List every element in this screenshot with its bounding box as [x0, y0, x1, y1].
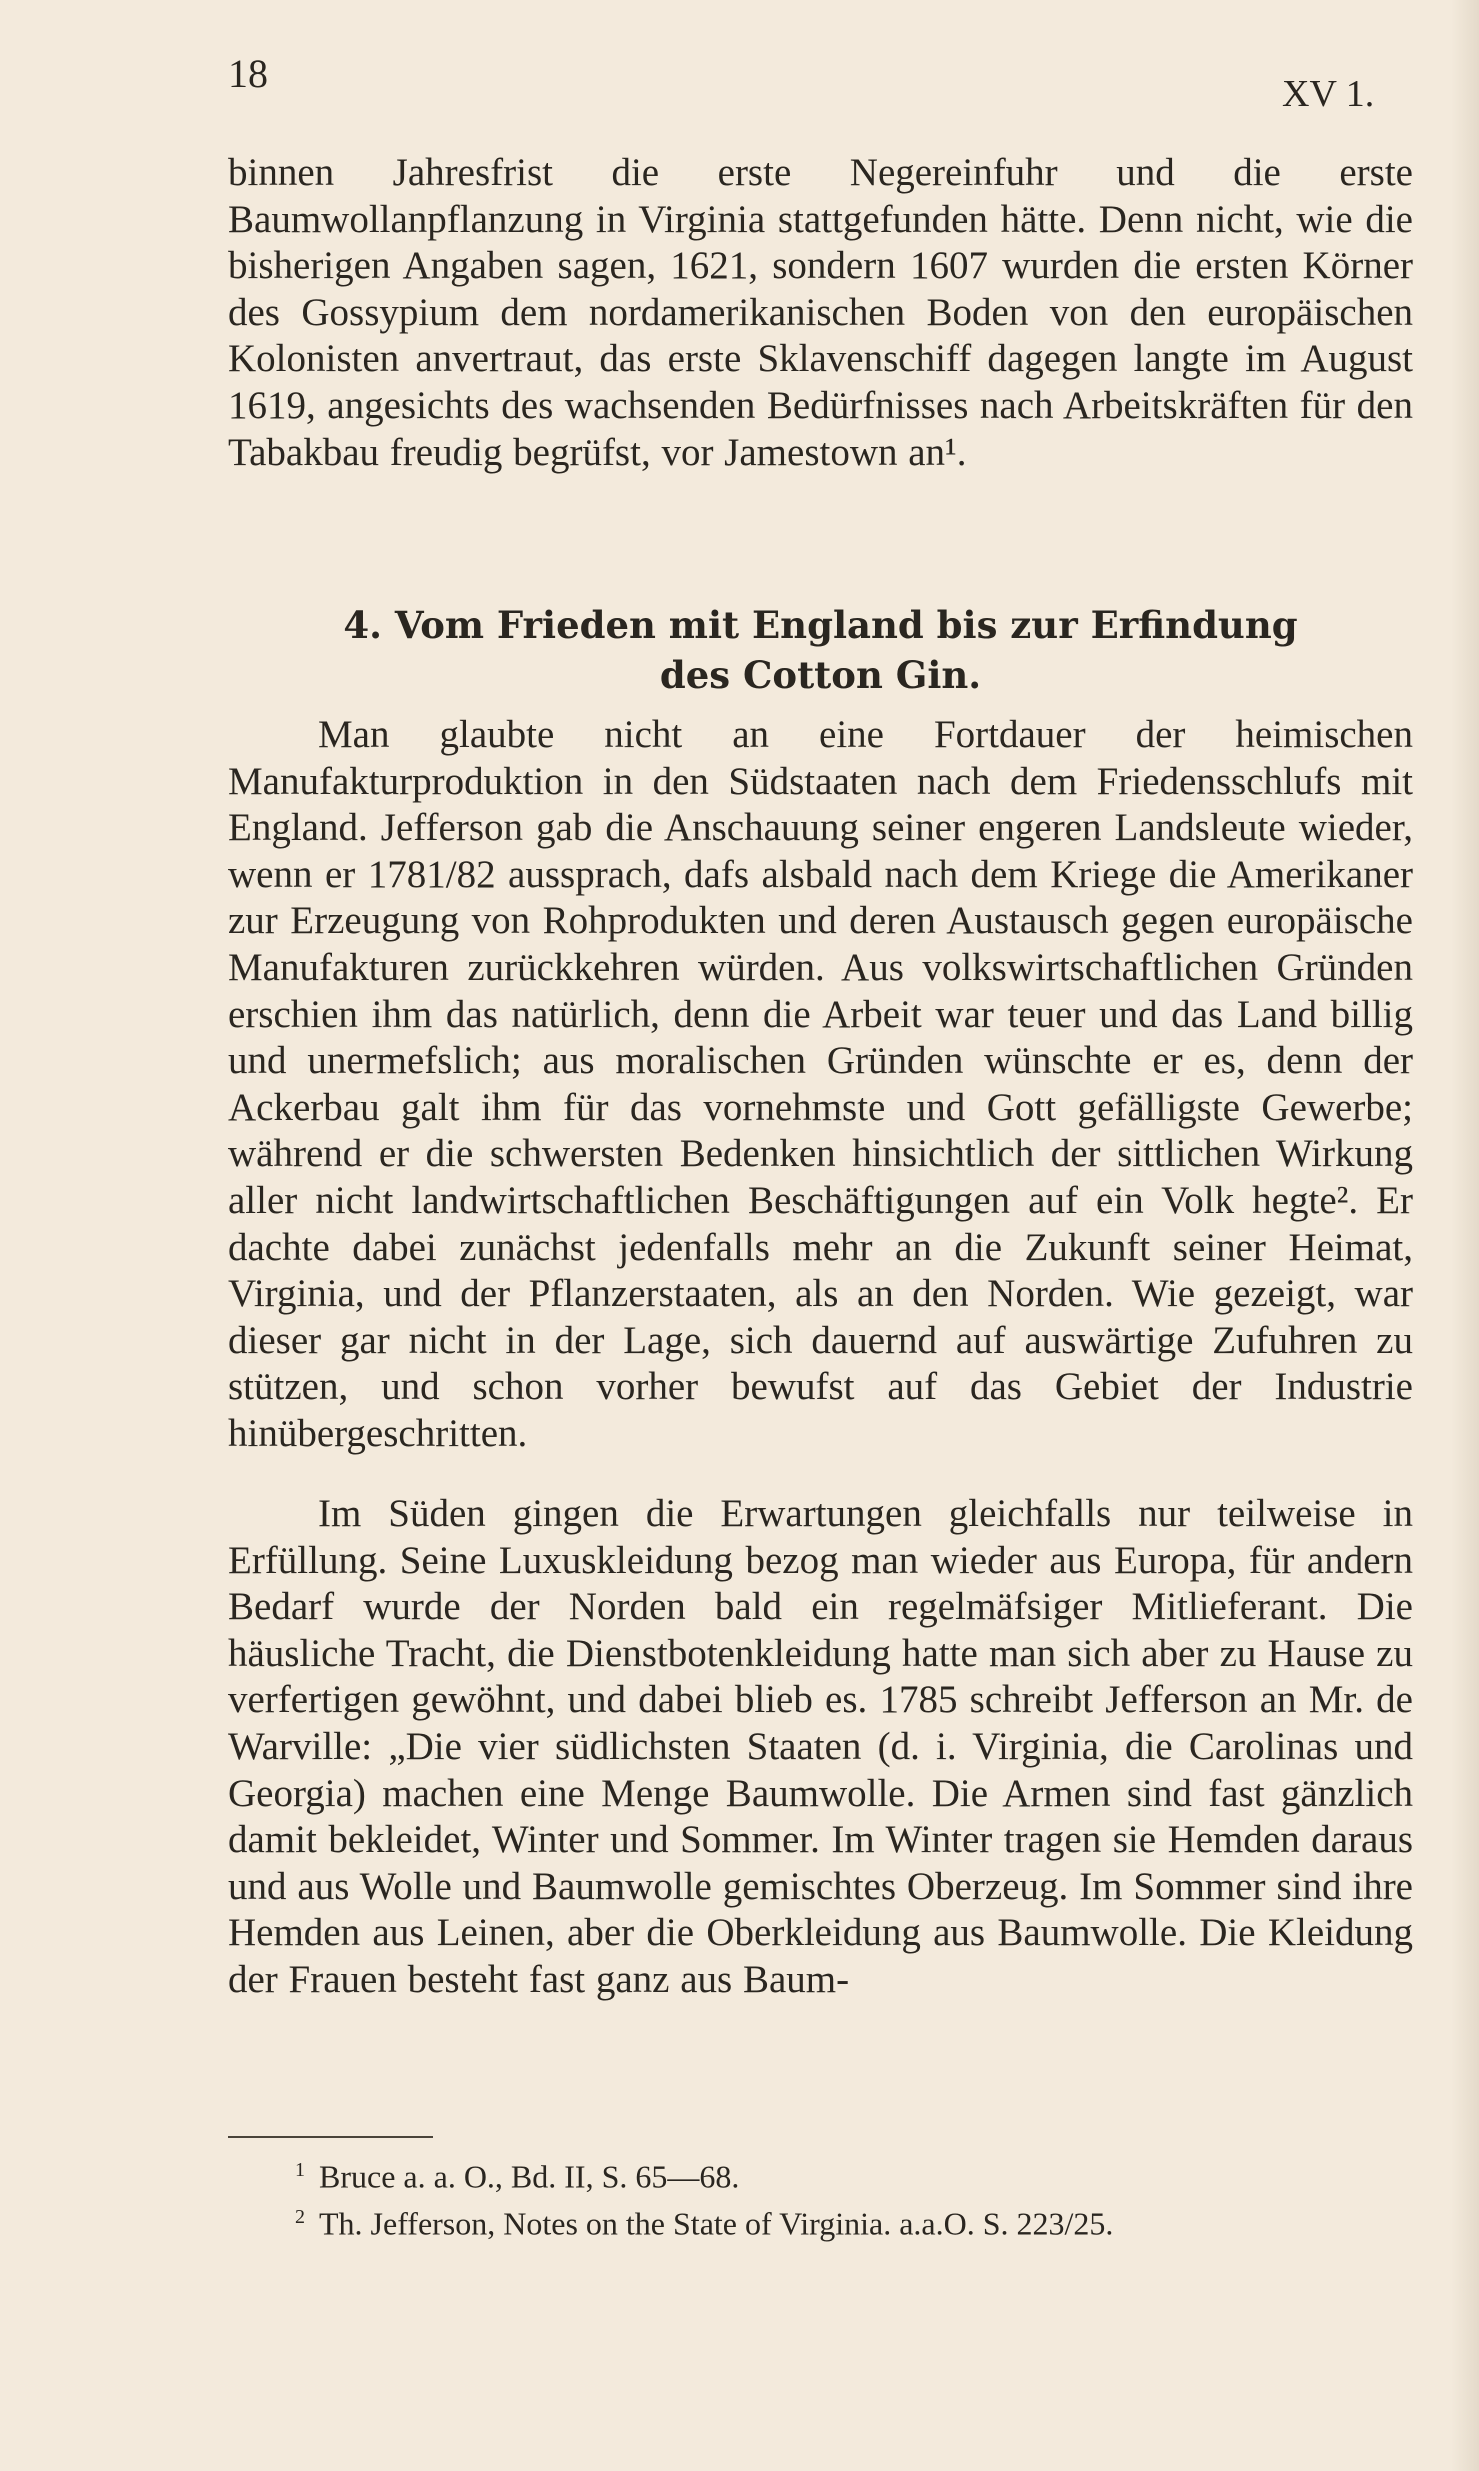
footnote-1-mark: 1	[295, 2159, 305, 2181]
page-number: 18	[228, 51, 268, 96]
paragraph-south-expectations: Im Süden gingen die Erwartungen gleichfalls nur teilweise in Erfüllung. Seine Luxuskleidung bezog man wieder aus Europa, für andern Bedarf wurde der Norden bald ein regelmäfsiger Mitlieferant. Die häusliche Tracht, die Dienstbotenkleidung hatte man sich aber zu Hause zu verfertigen gewöhnt, und dabei blieb es. 1785 schreibt Jefferson an Mr. de Warville: „Die vier südlichsten Staaten (d. i. Virginia, die Carolinas und Georgia) machen eine Menge Baumwolle. Die Armen sind fast gänzlich damit bekleidet, Winter und Sommer. Im Winter tragen sie Hemden daraus und aus Wolle und Baumwolle gemischtes Oberzeug. Im Sommer sind ihre Hemden aus Leinen, aber die Oberkleidung aus Baumwolle. Die Kleidung der Frauen besteht fast ganz aus Baum-	[228, 1492, 1413, 2001]
footnotes	[295, 2150, 1413, 2243]
footnote-2	[295, 2197, 1413, 2244]
signature-mark: XV 1.	[1282, 73, 1375, 115]
page-edge-shadow	[1451, 0, 1479, 2471]
footnote-2-mark: 2	[295, 2205, 305, 2228]
section-heading-line-2: des Cotton Gin.	[659, 653, 982, 697]
paragraph-continuation: binnen Jahresfrist die erste Negereinfuhr und die erste Baumwollanpflanzung in Virginia stattgefunden hätte. Denn nicht, wie die bisherigen Angaben sagen, 1621, sondern 1607 wurden die ersten Körner des Gossypium dem nordamerikanischen Boden von den europäischen Kolonisten anvertraut, das erste Sklavenschiff dagegen langte im August 1619, angesichts des wachsenden Bedürfnisses nach Arbeitskräften für den Tabakbau freudig begrüfst, vor Jamestown an¹.	[228, 151, 1413, 474]
footnote-divider	[228, 2136, 433, 2138]
footnote-2-text: Th. Jefferson, Notes on the State of Virginia. a.a.O. S. 223/25.	[319, 2205, 1114, 2242]
footnote-1	[295, 2150, 1413, 2197]
section-heading	[228, 600, 1413, 700]
footnote-1-text: Bruce a. a. O., Bd. II, S. 65—68.	[319, 2158, 740, 2195]
section-heading-line-1: 4. Vom Frieden mit England bis zur Erfindung	[343, 603, 1298, 647]
paragraph-jefferson-view: Man glaubte nicht an eine Fortdauer der heimischen Manufakturproduktion in den Südstaaten nach dem Friedensschlufs mit England. Jefferson gab die Anschauung seiner engeren Landsleute wieder, wenn er 1781/82 aussprach, dafs alsbald nach dem Kriege die Amerikaner zur Erzeugung von Rohprodukten und deren Austausch gegen europäische Manufakturen zurückkehren würden. Aus volkswirtschaftlichen Gründen erschien ihm das natürlich, denn die Arbeit war teuer und das Land billig und unermefslich; aus moralischen Gründen wünschte er es, denn der Ackerbau galt ihm für das vornehmste und Gott gefälligste Gewerbe; während er die schwersten Bedenken hinsichtlich der sittlichen Wirkung aller nicht landwirtschaftlichen Beschäftigungen auf ein Volk hegte². Er dachte dabei zunächst jedenfalls mehr an die Zukunft seiner Heimat, Virginia, und der Pflanzerstaaten, als an den Norden. Wie gezeigt, war dieser gar nicht in der Lage, sich dauernd auf auswärtige Zufuhren zu stützen, und schon vorher bewufst auf das Gebiet der Industrie hinübergeschritten.	[228, 713, 1413, 1455]
